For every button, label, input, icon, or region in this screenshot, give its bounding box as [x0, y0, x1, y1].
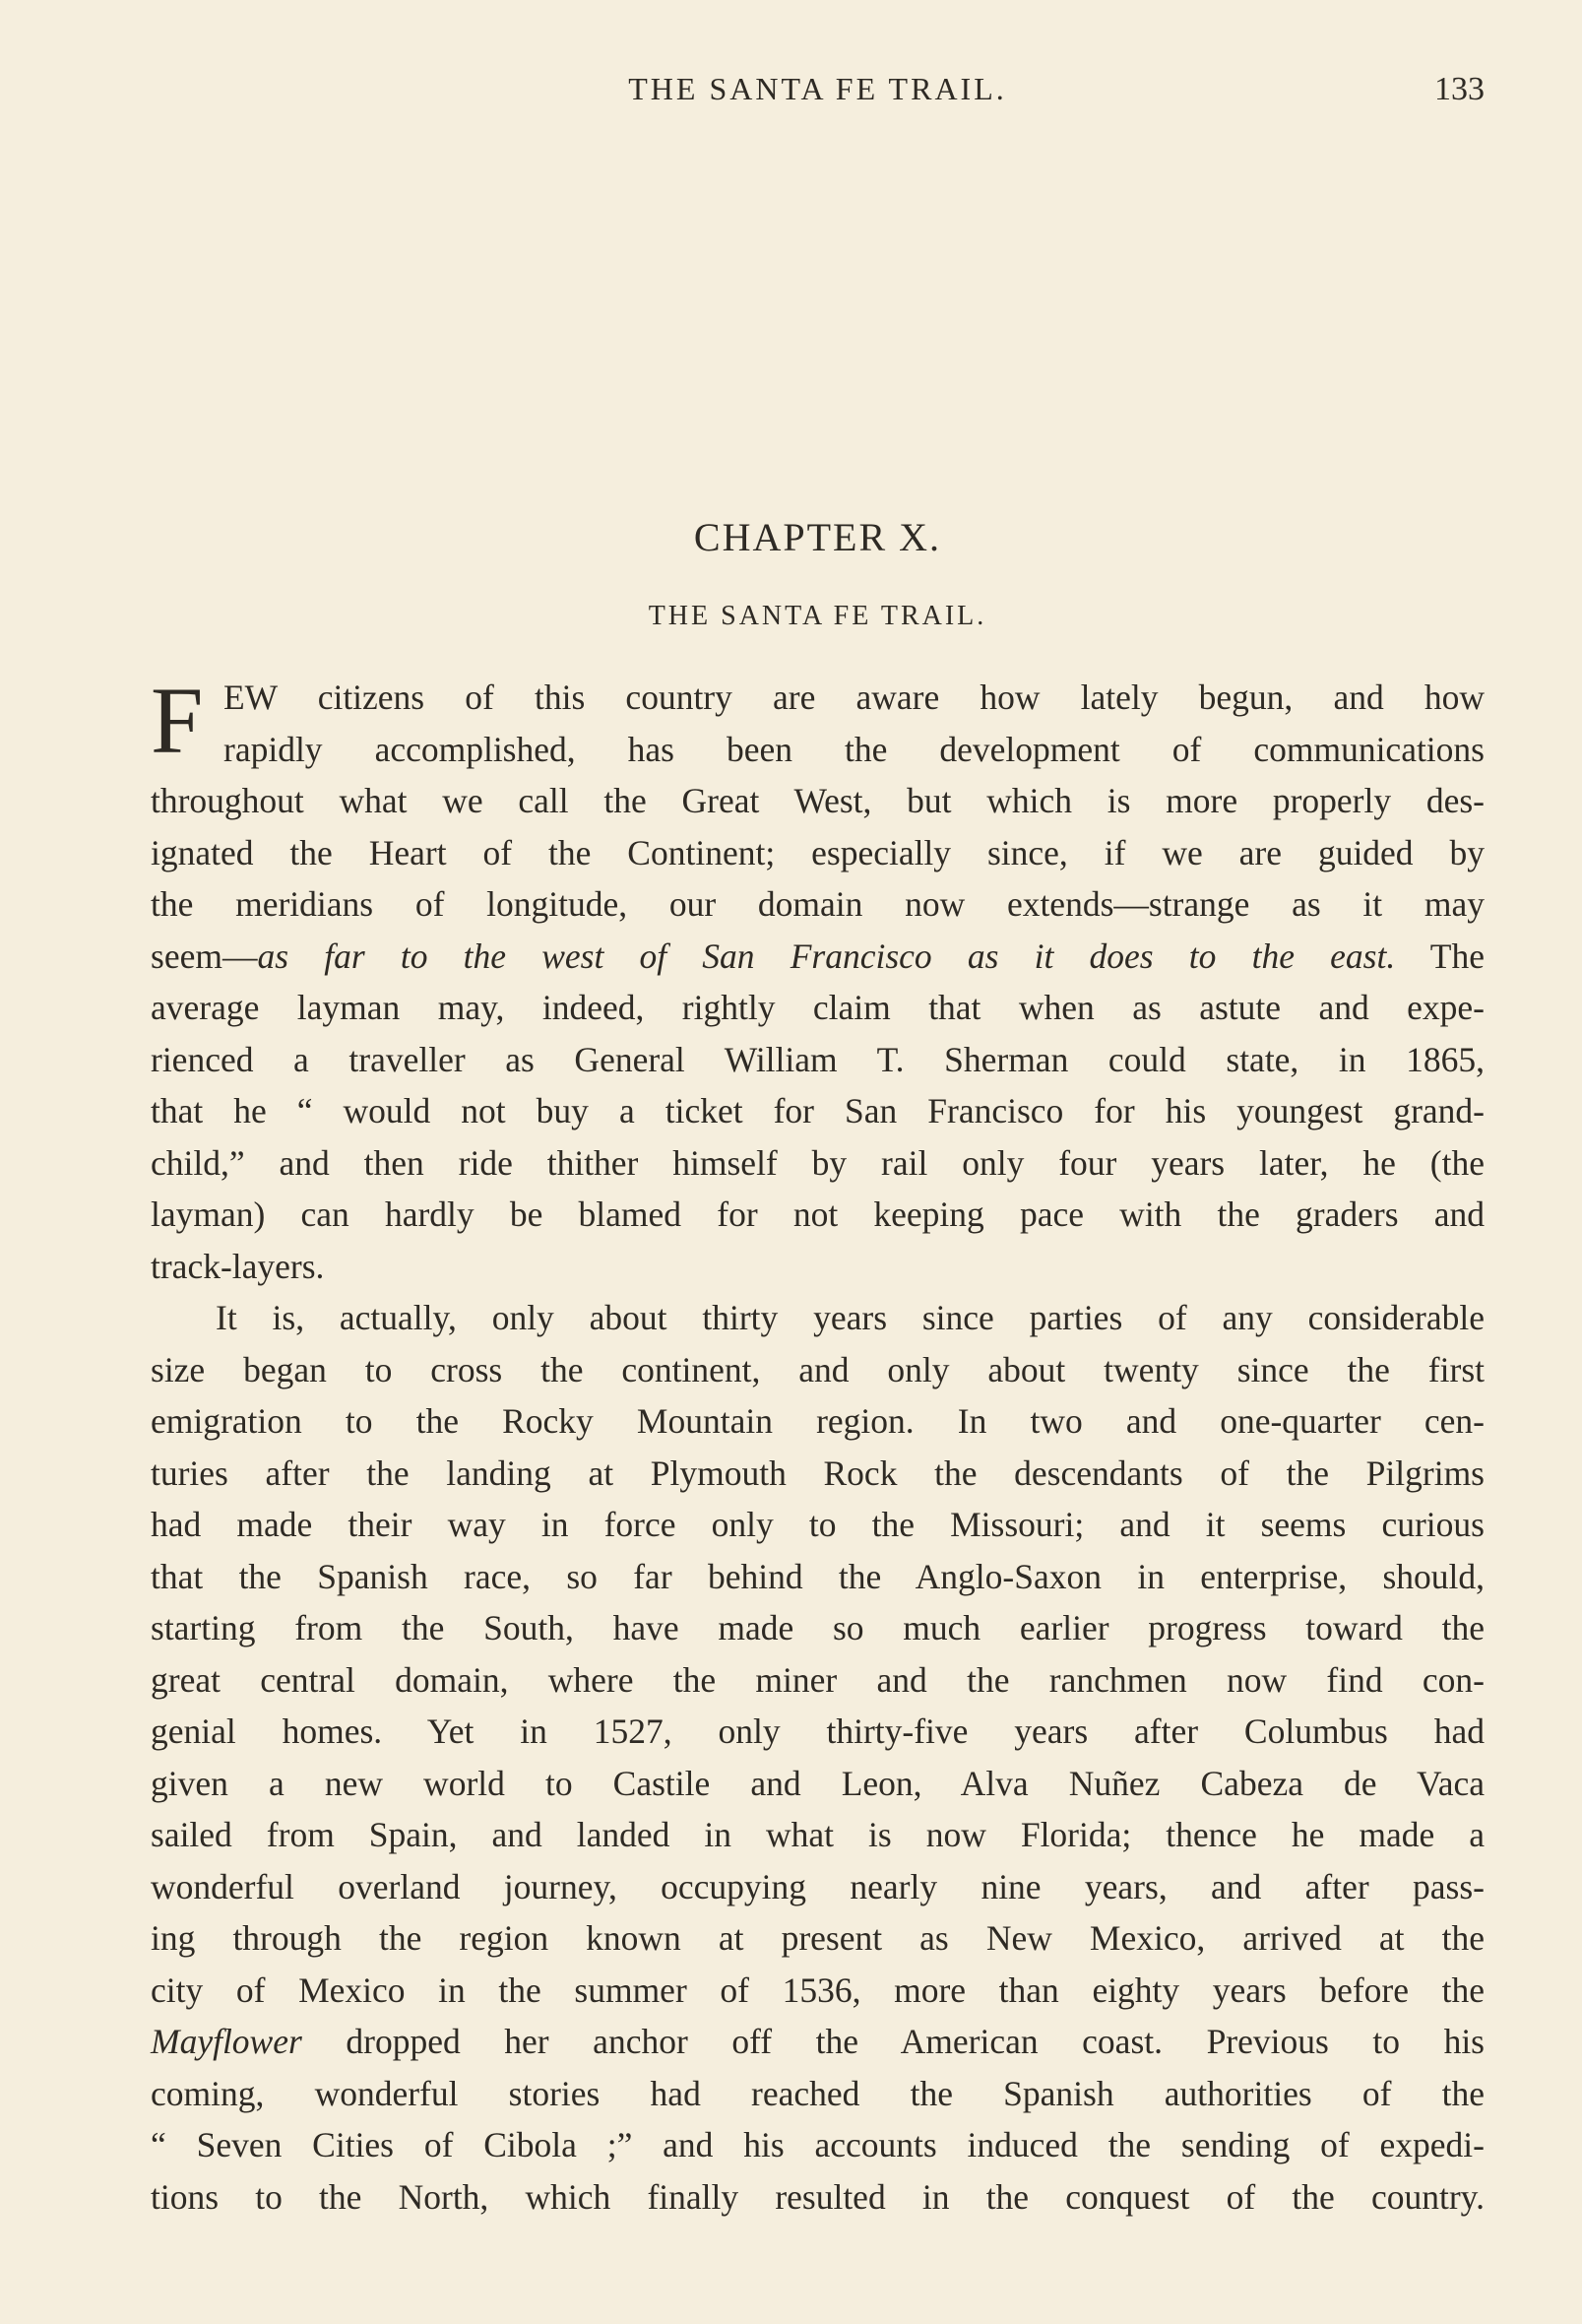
text-line: throughout what we call the Great West, but which is more properly des-: [151, 781, 1485, 820]
text-segment: The: [1395, 936, 1485, 976]
italic-phrase: as far to the west of San Francisco as it does to the east.: [257, 936, 1396, 976]
text-line: genial homes. Yet in 1527, only thirty-five years after Columbus had: [151, 1711, 1485, 1751]
page-number: 133: [1434, 71, 1485, 107]
text-line: had made their way in force only to the Missouri; and it seems curious: [151, 1505, 1485, 1544]
text-line: layman) can hardly be blamed for not keeping pace with the graders and: [151, 1194, 1485, 1234]
chapter-heading: CHAPTER X.: [693, 515, 942, 559]
text-line: great central domain, where the miner and the ranchmen now find con-: [151, 1659, 1485, 1700]
text-line-with-italics: [151, 2016, 1485, 2068]
text-line: ignated the Heart of the Continent; especially since, if we are guided by: [151, 832, 1485, 872]
page-header: [151, 71, 1485, 116]
text-line: starting from the South, have made so much earlier progress toward the: [151, 1608, 1485, 1647]
text-line: the meridians of longitude, our domain now extends—strange as it may: [151, 884, 1485, 924]
text-line: wonderful overland journey, occupying nearly nine years, and after pass-: [151, 1866, 1485, 1906]
text-line: emigration to the Rocky Mountain region. In two and one-quarter cen-: [151, 1401, 1485, 1441]
text-line: track-layers.: [151, 1246, 325, 1286]
text-line: rienced a traveller as General William T. Sherman could state, in 1865,: [151, 1039, 1485, 1079]
text-line: turies after the landing at Plymouth Rock the descendants of the Pilgrims: [151, 1452, 1485, 1493]
text-line: EW citizens of this country are aware how lately begun, and how: [223, 678, 1485, 717]
text-line: rapidly accomplished, has been the development of communications: [223, 729, 1485, 769]
text-line: sailed from Spain, and landed in what is now Florida; thence he made a: [151, 1815, 1485, 1854]
italic-ship-name: Mayflower: [151, 2022, 302, 2061]
body-text: [151, 668, 1485, 2223]
text-line: that he “ would not buy a ticket for San Francisco for his youngest grand-: [151, 1091, 1485, 1130]
second-paragraph: [151, 1292, 1485, 2223]
text-line: It is, actually, only about thirty years since parties of any considerable: [216, 1298, 1485, 1337]
text-line: coming, wonderful stories had reached the Spanish authorities of the: [151, 2073, 1485, 2113]
text-line: “ Seven Cities of Cibola ;” and his accounts induced the sending of expedi-: [151, 2125, 1485, 2164]
drop-cap: F: [151, 668, 204, 773]
chapter-subtitle: THE SANTA FE TRAIL.: [648, 601, 987, 631]
text-line: average layman may, indeed, rightly claim that when as astute and expe-: [151, 988, 1485, 1027]
text-line-with-italics: [151, 931, 1485, 983]
text-segment: seem—: [151, 936, 258, 976]
running-head: THE SANTA FE TRAIL.: [628, 71, 1007, 106]
first-paragraph: [151, 668, 1485, 1292]
text-line: size began to cross the continent, and only about twenty since the first: [151, 1349, 1485, 1389]
text-line: tions to the North, which finally resulted in the conquest of the country.: [151, 2176, 1485, 2217]
text-line: ing through the region known at present as New Mexico, arrived at the: [151, 1918, 1485, 1958]
text-segment: dropped her anchor off the American coast. Previous to his: [301, 2022, 1485, 2061]
text-line: child,” and then ride thither himself by rail only four years later, he (the: [151, 1142, 1485, 1183]
text-line: city of Mexico in the summer of 1536, more than eighty years before the: [151, 1969, 1485, 2010]
text-line: that the Spanish race, so far behind the Anglo-Saxon in enterprise, should,: [151, 1556, 1485, 1596]
text-line: given a new world to Castile and Leon, Alva Nuñez Cabeza de Vaca: [151, 1763, 1485, 1803]
